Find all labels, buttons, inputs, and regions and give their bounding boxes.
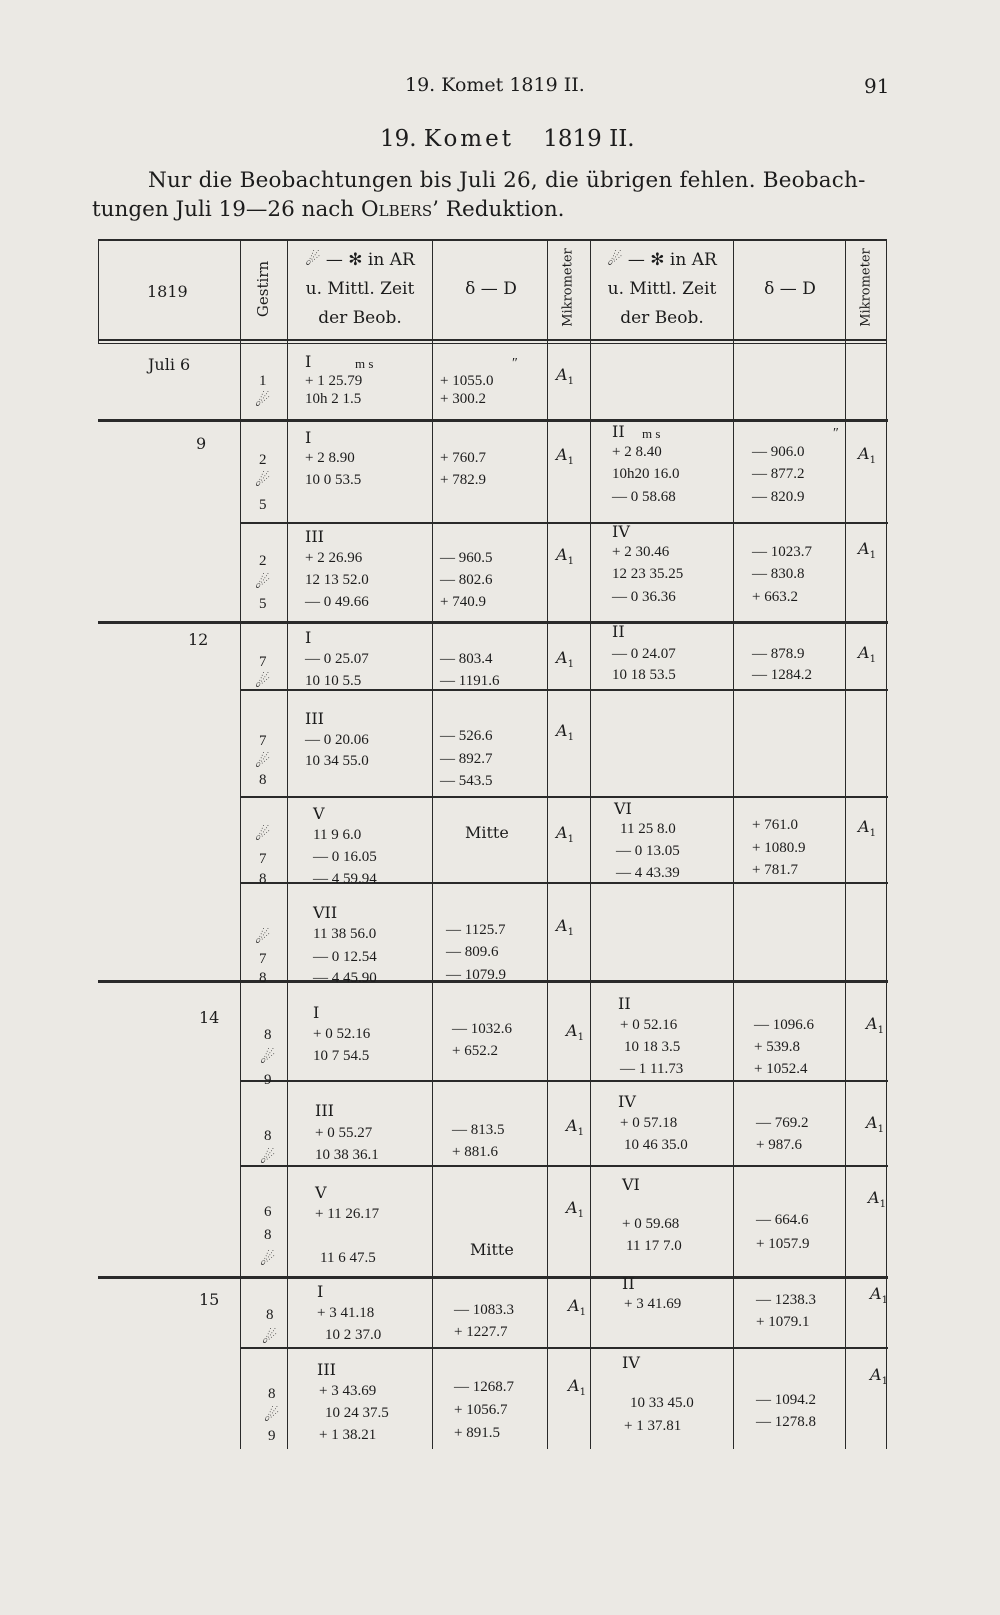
date-juli-6: Juli 6 — [148, 355, 191, 374]
decl-diff: — 878.9 — [752, 646, 805, 662]
decl-diff: + 1080.9 — [752, 840, 806, 856]
date-15: 15 — [199, 1290, 220, 1309]
decl-diff: — 802.6 — [440, 572, 493, 588]
decl-diff: — 803.4 — [440, 651, 493, 667]
decl-diff: + 740.9 — [440, 594, 486, 610]
mikrometer: $A_1$ — [556, 721, 574, 744]
gestirn: 6 — [264, 1204, 272, 1220]
date-rule-9 — [98, 419, 888, 422]
ra-diff: — 0 13.05 — [616, 843, 680, 859]
mikrometer: $A_1$ — [556, 445, 574, 468]
units-arcsec: ″ — [833, 426, 839, 441]
ra-diff: — 0 25.07 — [305, 651, 369, 667]
col-rule — [287, 239, 288, 1449]
gestirn: 7 — [259, 951, 267, 967]
obs-time: 12 13 52.0 — [305, 572, 369, 588]
col-rule — [886, 239, 887, 1449]
row-rule — [240, 796, 888, 798]
decl-diff: — 1023.7 — [752, 544, 812, 560]
decl-diff: + 761.0 — [752, 817, 798, 833]
obs-index: III — [305, 527, 324, 546]
obs-time: 11 9 6.0 — [313, 827, 362, 843]
decl-diff: — 809.6 — [446, 944, 499, 960]
obs-time: 11 25 8.0 — [620, 821, 676, 837]
ra-diff: — 0 58.68 — [612, 489, 676, 505]
decl-diff: — 543.5 — [440, 773, 493, 789]
date-9: 9 — [196, 434, 207, 453]
decl-diff: + 539.8 — [754, 1039, 800, 1055]
obs-index: VII — [313, 903, 338, 922]
header-diff-line2: u. Mittl. Zeit — [305, 279, 415, 299]
ra-diff: — 0 16.05 — [313, 849, 377, 865]
ra-diff: + 0 52.16 — [620, 1017, 678, 1033]
obs-index: IV — [618, 1092, 636, 1111]
obs-index: VI — [622, 1175, 640, 1194]
decl-diff: — 526.6 — [440, 728, 493, 744]
header-gestirn: Gestirn — [254, 260, 272, 318]
decl-diff: — 1125.7 — [446, 922, 506, 938]
col-rule — [733, 239, 734, 1449]
obs-time: 10 10 5.5 — [305, 673, 362, 689]
comet-icon: ☄ — [255, 825, 271, 845]
mikrometer: $A_1$ — [858, 643, 876, 666]
header-diff-line3: der Beob. — [318, 308, 402, 328]
units-ms: m s — [355, 356, 374, 371]
obs-index: III — [305, 709, 324, 728]
ra-diff: + 2 8.90 — [305, 450, 355, 466]
obs-index: V — [313, 804, 325, 823]
ra-diff: — 4 43.39 — [616, 865, 680, 881]
header-diff2-line1: ☄ — ✻ in AR — [607, 250, 717, 270]
decl-diff: + 760.7 — [440, 450, 486, 466]
comet-icon: ☄ — [260, 1048, 276, 1068]
ra-diff: — 1 11.73 — [620, 1061, 684, 1077]
obs-time: 11 17 7.0 — [626, 1238, 682, 1254]
mikrometer: $A_1$ — [556, 916, 574, 939]
obs-time: 10 34 55.0 — [305, 753, 369, 769]
date-rule-15 — [98, 1276, 888, 1279]
decl-diff: — 769.2 — [756, 1115, 809, 1131]
decl-diff: — 877.2 — [752, 466, 805, 482]
mitte-label: Mitte — [465, 823, 509, 842]
gestirn: 2 — [259, 452, 267, 468]
ra-diff: + 2 8.40 — [612, 444, 662, 460]
decl-diff: — 1278.8 — [756, 1414, 816, 1430]
header-mikrometer: Mikrometer — [560, 248, 576, 327]
mitte-label: Mitte — [470, 1240, 514, 1259]
obs-time: 12 23 35.25 — [612, 566, 684, 582]
gestirn: 5 — [259, 596, 267, 612]
date-14: 14 — [199, 1008, 220, 1027]
decl-diff: — 1094.2 — [756, 1392, 816, 1408]
gestirn: 8 — [264, 1128, 272, 1144]
ra-diff: — 0 12.54 — [313, 949, 377, 965]
gestirn: 1 — [259, 373, 267, 389]
mikrometer: $A_1$ — [566, 1021, 584, 1044]
comet-icon: ☄ — [260, 1148, 276, 1168]
decl-diff: + 300.2 — [440, 391, 486, 407]
section-year: 1819 II. — [543, 126, 635, 152]
ra-diff: + 0 55.27 — [315, 1125, 373, 1141]
obs-index: III — [317, 1360, 336, 1379]
obs-index: II — [618, 994, 631, 1013]
gestirn: 8 — [259, 970, 267, 986]
gestirn: 8 — [264, 1027, 272, 1043]
mikrometer: $A_1$ — [556, 365, 574, 388]
gestirn: 7 — [259, 733, 267, 749]
comet-icon: ☄ — [255, 672, 271, 692]
obs-index: V — [315, 1183, 327, 1202]
obs-index: II — [612, 422, 625, 441]
page-number: 91 — [864, 74, 890, 98]
obs-time: 10 24 37.5 — [325, 1405, 389, 1421]
decl-diff: + 663.2 — [752, 589, 798, 605]
obs-index: I — [317, 1282, 324, 1301]
header-rule-2 — [98, 343, 886, 344]
mikrometer: $A_1$ — [556, 545, 574, 568]
ra-diff: + 2 30.46 — [612, 544, 670, 560]
obs-index: VI — [614, 799, 632, 818]
decl-diff: — 1284.2 — [752, 667, 812, 683]
ra-diff: + 0 57.18 — [620, 1115, 678, 1131]
decl-diff: — 1238.3 — [756, 1292, 816, 1308]
ra-diff: + 0 52.16 — [313, 1026, 371, 1042]
gestirn: 8 — [259, 871, 267, 887]
obs-index: I — [305, 352, 312, 371]
decl-diff: + 1055.0 — [440, 373, 494, 389]
gestirn: 8 — [268, 1386, 276, 1402]
decl-diff: + 1227.7 — [454, 1324, 508, 1340]
decl-diff: + 881.6 — [452, 1144, 498, 1160]
mikrometer: $A_1$ — [568, 1296, 586, 1319]
comet-icon: ☄ — [255, 573, 271, 593]
mikrometer: $A_1$ — [866, 1113, 884, 1136]
obs-index: IV — [612, 522, 630, 541]
row-rule — [240, 1080, 888, 1082]
mikrometer: $A_1$ — [566, 1198, 584, 1221]
comet-icon: ☄ — [255, 752, 271, 772]
header-decl: δ — D — [465, 279, 517, 299]
ra-diff: + 3 43.69 — [319, 1383, 377, 1399]
decl-diff: — 1032.6 — [452, 1021, 512, 1037]
running-head-title: 19. Komet 1819 II. — [405, 74, 585, 96]
ra-diff: — 4 45.90 — [313, 970, 377, 986]
header-decl-2: δ — D — [764, 279, 816, 299]
decl-diff: — 1083.3 — [454, 1302, 514, 1318]
decl-diff: + 652.2 — [452, 1043, 498, 1059]
ra-diff: + 1 37.81 — [624, 1418, 682, 1434]
decl-diff: — 1191.6 — [440, 673, 500, 689]
decl-diff: — 1079.9 — [446, 967, 506, 983]
decl-diff: + 781.7 — [752, 862, 798, 878]
comet-icon: ☄ — [255, 928, 271, 948]
col-rule — [432, 239, 433, 1449]
intro-text-b: ’ Reduktion. — [432, 197, 565, 222]
obs-index: I — [305, 428, 312, 447]
obs-index: II — [622, 1274, 635, 1293]
header-year: 1819 — [147, 282, 188, 301]
mikrometer: $A_1$ — [566, 1116, 584, 1139]
decl-diff: — 820.9 — [752, 489, 805, 505]
ra-diff: — 0 36.36 — [612, 589, 676, 605]
ra-diff: + 2 26.96 — [305, 550, 363, 566]
mikrometer: $A_1$ — [870, 1365, 888, 1388]
gestirn: 9 — [264, 1072, 272, 1088]
date-rule-12 — [98, 621, 888, 624]
ra-diff: + 3 41.18 — [317, 1305, 375, 1321]
ra-diff: + 1 38.21 — [319, 1427, 377, 1443]
header-diff-line1: ☄ — ✻ in AR — [305, 250, 415, 270]
comet-icon: ☄ — [260, 1250, 276, 1270]
decl-diff: — 664.6 — [756, 1212, 809, 1228]
decl-diff: + 1056.7 — [454, 1402, 508, 1418]
mikrometer: $A_1$ — [858, 444, 876, 467]
decl-diff: + 1052.4 — [754, 1061, 808, 1077]
col-rule — [590, 239, 591, 1449]
obs-time: 10 46 35.0 — [624, 1137, 688, 1153]
units-arcsec: ″ — [512, 356, 518, 371]
obs-time: 11 38 56.0 — [313, 926, 377, 942]
mikrometer: $A_1$ — [858, 817, 876, 840]
obs-index: I — [305, 628, 312, 647]
decl-diff: + 1057.9 — [756, 1236, 810, 1252]
header-diff2-line3: der Beob. — [620, 308, 704, 328]
decl-diff: — 830.8 — [752, 566, 805, 582]
ra-diff: — 4 59.94 — [313, 871, 377, 887]
decl-diff: — 892.7 — [440, 751, 493, 767]
gestirn: 2 — [259, 553, 267, 569]
mikrometer: $A_1$ — [868, 1188, 886, 1211]
decl-diff: + 1079.1 — [756, 1314, 810, 1330]
gestirn: 7 — [259, 851, 267, 867]
header-diff2-line2: u. Mittl. Zeit — [607, 279, 717, 299]
units-ms: m s — [642, 426, 661, 441]
ra-diff: + 11 26.17 — [315, 1206, 380, 1222]
comet-icon: ☄ — [255, 391, 271, 411]
row-rule — [240, 1347, 888, 1349]
ra-diff: + 0 59.68 — [622, 1216, 680, 1232]
obs-time: 10h20 16.0 — [612, 466, 680, 482]
decl-diff: — 1096.6 — [754, 1017, 814, 1033]
gestirn: 9 — [268, 1428, 276, 1444]
obs-time: 10 2 37.0 — [325, 1327, 382, 1343]
ra-diff: + 3 41.69 — [624, 1296, 682, 1312]
decl-diff: + 782.9 — [440, 472, 486, 488]
mikrometer: $A_1$ — [556, 823, 574, 846]
header-rule — [98, 339, 886, 341]
table-top-rule — [98, 239, 886, 241]
decl-diff: — 906.0 — [752, 444, 805, 460]
ra-diff: — 0 20.06 — [305, 732, 369, 748]
decl-diff: — 813.5 — [452, 1122, 505, 1138]
ra-diff: + 1 25.79 — [305, 373, 363, 389]
obs-time: 10 7 54.5 — [313, 1048, 370, 1064]
decl-diff: — 1268.7 — [454, 1379, 514, 1395]
obs-index: II — [612, 622, 625, 641]
comet-icon: ☄ — [255, 471, 271, 491]
gestirn: 8 — [264, 1227, 272, 1243]
obs-time: 10 38 36.1 — [315, 1147, 379, 1163]
intro-line-1: Nur die Beobachtungen bis Juli 26, die übrigen fehlen. Beobach- — [148, 168, 866, 193]
comet-icon: ☄ — [262, 1328, 278, 1348]
obs-index: III — [315, 1101, 334, 1120]
decl-diff: — 960.5 — [440, 550, 493, 566]
comet-icon: ☄ — [264, 1406, 280, 1426]
row-rule — [240, 522, 888, 524]
obs-time: 10 18 3.5 — [624, 1039, 681, 1055]
decl-diff: + 891.5 — [454, 1425, 500, 1441]
mikrometer: $A_1$ — [870, 1284, 888, 1307]
obs-time: 11 6 47.5 — [320, 1250, 376, 1266]
mikrometer: $A_1$ — [866, 1014, 884, 1037]
gestirn: 8 — [266, 1307, 274, 1323]
ra-diff: — 0 49.66 — [305, 594, 369, 610]
intro-text-a: tungen Juli 19—26 nach — [92, 197, 361, 222]
mikrometer: $A_1$ — [858, 539, 876, 562]
mikrometer: $A_1$ — [556, 648, 574, 671]
ra-diff: — 0 24.07 — [612, 646, 676, 662]
obs-time: 10 0 53.5 — [305, 472, 362, 488]
col-rule — [98, 239, 99, 344]
row-rule — [240, 1165, 888, 1167]
col-rule — [547, 239, 548, 1449]
obs-time: 10 18 53.5 — [612, 667, 676, 683]
gestirn: 8 — [259, 772, 267, 788]
section-number: 19. — [380, 126, 417, 152]
date-12: 12 — [188, 630, 209, 649]
gestirn: 7 — [259, 654, 267, 670]
header-mikrometer-2: Mikrometer — [858, 248, 874, 327]
col-rule — [240, 239, 241, 1449]
obs-time: 10 33 45.0 — [630, 1395, 694, 1411]
mikrometer: $A_1$ — [568, 1376, 586, 1399]
obs-index: IV — [622, 1353, 640, 1372]
intro-author: Olbers — [361, 197, 433, 222]
obs-index: I — [313, 1003, 320, 1022]
gestirn: 5 — [259, 497, 267, 513]
obs-time: 10h 2 1.5 — [305, 391, 362, 407]
section-word: Komet — [423, 126, 514, 152]
col-rule — [845, 239, 846, 1449]
decl-diff: + 987.6 — [756, 1137, 802, 1153]
